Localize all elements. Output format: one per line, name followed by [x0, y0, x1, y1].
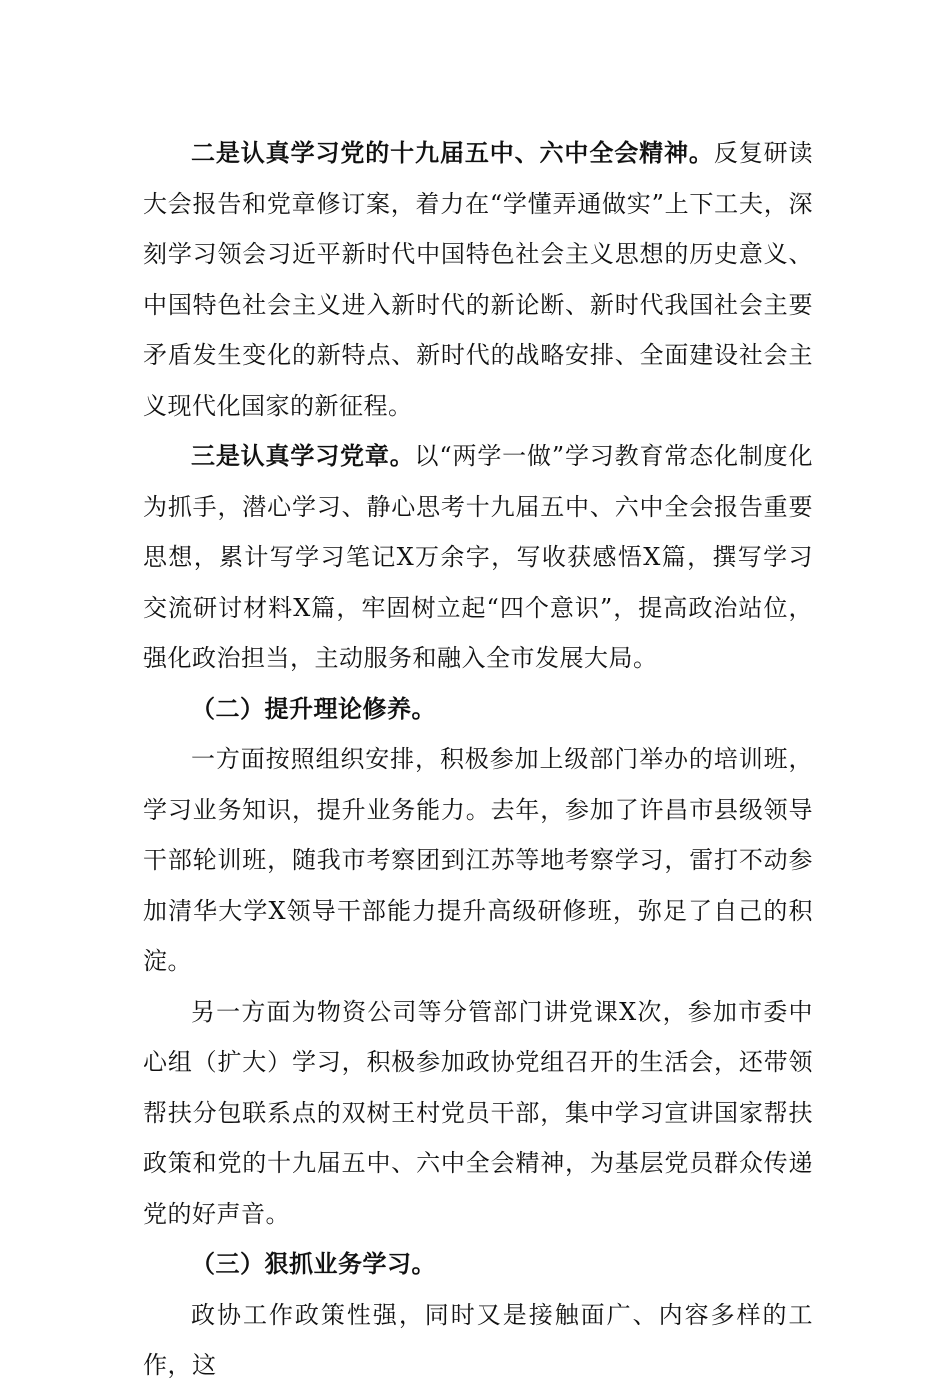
paragraph-lead: 二是认真学习党的十九届五中、六中全会精神。: [191, 138, 714, 167]
paragraph-text: 反复研读大会报告和党章修订案，着力在“学懂弄通做实”上下工夫，深刻学习领会习近平新时代中国特色社会主义思想的历史意义、中国特色社会主义进入新时代的新论断、新时代我国社会主要矛盾发生变化的新特点、新时代的战略安排、全面建设社会主义现代化国家的新征程。: [143, 139, 813, 420]
paragraph-study-plenary: [143, 128, 813, 431]
paragraph-study-constitution: [143, 431, 813, 684]
section-heading-2: （二）提升理论修养。: [191, 693, 436, 723]
paragraph-training: 一方面按照组织安排，积极参加上级部门举办的培训班，学习业务知识，提升业务能力。去年，参加了许昌市县级领导干部轮训班，随我市考察团到江苏等地考察学习，雷打不动参加清华大学X领导干部能力提升高级研修班，弥足了自己的积淀。: [143, 745, 813, 975]
paragraph-text: 以“两学一做”学习教育常态化制度化为抓手，潜心学习、静心思考十九届五中、六中全会报告重要思想，累计写学习笔记X万余字，写收获感悟X篇，撰写学习交流研讨材料X篇，牢固树立起“四个意识”，提高政治站位，强化政治担当，主动服务和融入全市发展大局。: [143, 442, 813, 672]
paragraph-business-study: 政协工作政策性强，同时又是接触面广、内容多样的工作，这: [143, 1300, 813, 1379]
paragraph-lead: 三是认真学习党章。: [191, 441, 415, 470]
paragraph-party-lectures: 另一方面为物资公司等分管部门讲党课X次，参加市委中心组（扩大）学习，积极参加政协党组召开的生活会，还带领帮扶分包联系点的双树王村党员干部，集中学习宣讲国家帮扶政策和党的十九届五中、六中全会精神，为基层党员群众传递党的好声音。: [143, 997, 813, 1228]
section-heading-3: （三）狠抓业务学习。: [191, 1249, 436, 1278]
document-body: [143, 128, 813, 1391]
